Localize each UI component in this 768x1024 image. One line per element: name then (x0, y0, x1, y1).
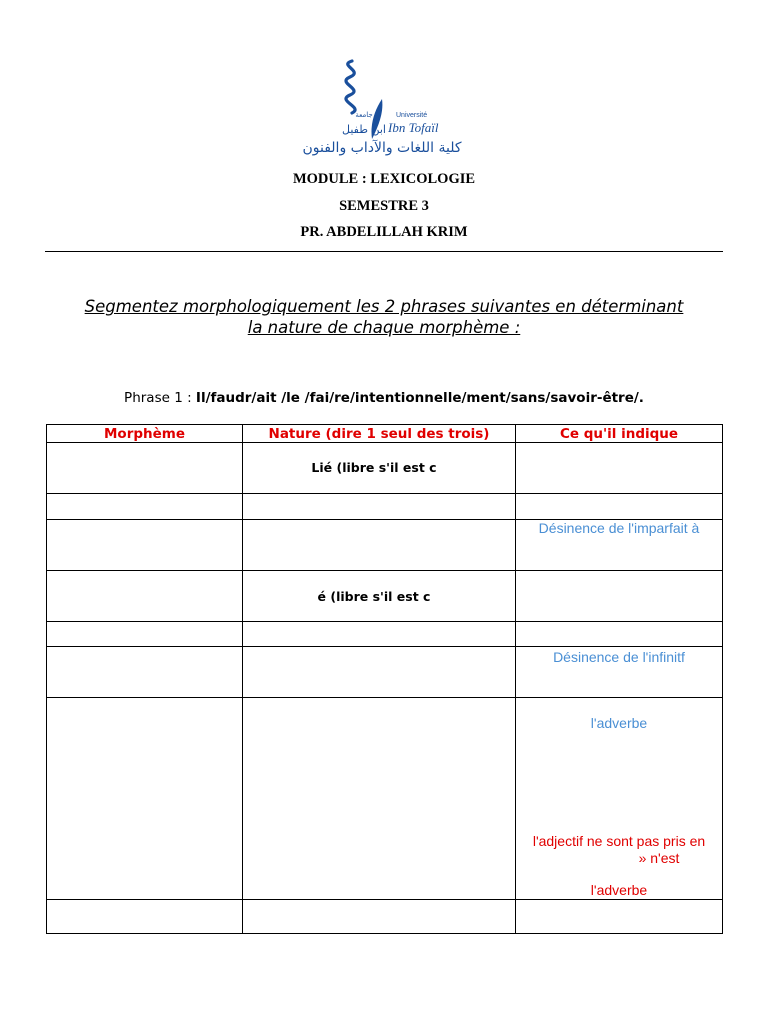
cell-indique[interactable] (516, 647, 723, 698)
cell-text: é (libre s'il est c (317, 589, 431, 604)
cell-nature[interactable] (243, 571, 516, 622)
cell-indique[interactable] (516, 443, 723, 494)
cell-morpheme[interactable] (47, 520, 243, 571)
header-indique: Ce qu'il indique (516, 425, 723, 443)
header-divider (45, 251, 723, 252)
cell-text: Désinence de l'infinitf (553, 649, 685, 665)
instruction-line-1: Segmentez morphologiquement les 2 phrases suivantes en déterminant (84, 297, 684, 316)
cell-nature[interactable] (243, 443, 516, 494)
cell-text: Lié (libre s'il est c (311, 460, 437, 475)
cell-morpheme[interactable] (47, 647, 243, 698)
cell-morpheme[interactable] (47, 698, 243, 900)
cell-indique[interactable] (516, 571, 723, 622)
phrase-1 (0, 390, 768, 406)
instruction-line-2: la nature de chaque morphème : (247, 318, 521, 337)
logo-wave-mark (346, 61, 355, 113)
logo-arabic-name: ابن طفيل (342, 123, 386, 136)
table-row (47, 647, 723, 698)
table-row (47, 494, 723, 520)
logo-latin-line2: Ibn Tofaïl (388, 120, 439, 135)
cell-nature[interactable] (243, 698, 516, 900)
professor-name: PR. ABDELILLAH KRIM (300, 224, 468, 240)
cell-nature[interactable] (243, 494, 516, 520)
cell-indique[interactable] (516, 622, 723, 647)
cell-nature[interactable] (243, 900, 516, 934)
cell-indique[interactable] (516, 698, 723, 900)
table-row (47, 443, 723, 494)
cell-text: l'adjectif ne sont pas pris en (532, 833, 706, 849)
cell-text: » n'est (638, 850, 680, 866)
logo-arabic-small: جامعة (355, 111, 373, 119)
cell-indique[interactable] (516, 900, 723, 934)
cell-indique[interactable] (516, 520, 723, 571)
morpheme-table (46, 424, 723, 934)
table-row (47, 520, 723, 571)
cell-morpheme[interactable] (47, 622, 243, 647)
cell-morpheme[interactable] (47, 571, 243, 622)
table-row (47, 622, 723, 647)
table-row (47, 698, 723, 900)
cell-nature[interactable] (243, 622, 516, 647)
university-logo (290, 55, 480, 160)
semester-title: SEMESTRE 3 (339, 198, 429, 214)
table-header-row (47, 425, 723, 443)
exercise-instruction (40, 296, 728, 338)
cell-morpheme[interactable] (47, 494, 243, 520)
table-row (47, 900, 723, 934)
phrase-text: Il/faudr/ait /le /fai/re/intentionnelle/ment/sans/savoir-être/. (195, 390, 644, 406)
logo-arabic-faculty: كلية اللغات والآداب والفنون (302, 140, 462, 156)
cell-indique[interactable] (516, 494, 723, 520)
header-nature: Nature (dire 1 seul des trois) (243, 425, 516, 443)
cell-nature[interactable] (243, 520, 516, 571)
table-row (47, 571, 723, 622)
phrase-label: Phrase 1 : (124, 390, 196, 406)
cell-text: l'adverbe (590, 882, 648, 898)
cell-text: Désinence de l'imparfait à (538, 520, 700, 536)
header-morpheme: Morphème (47, 425, 243, 443)
cell-morpheme[interactable] (47, 443, 243, 494)
cell-text: l'adverbe (590, 715, 648, 731)
module-title: MODULE : LEXICOLOGIE (292, 171, 476, 187)
cell-nature[interactable] (243, 647, 516, 698)
logo-latin-line1: Université (396, 112, 428, 119)
cell-morpheme[interactable] (47, 900, 243, 934)
